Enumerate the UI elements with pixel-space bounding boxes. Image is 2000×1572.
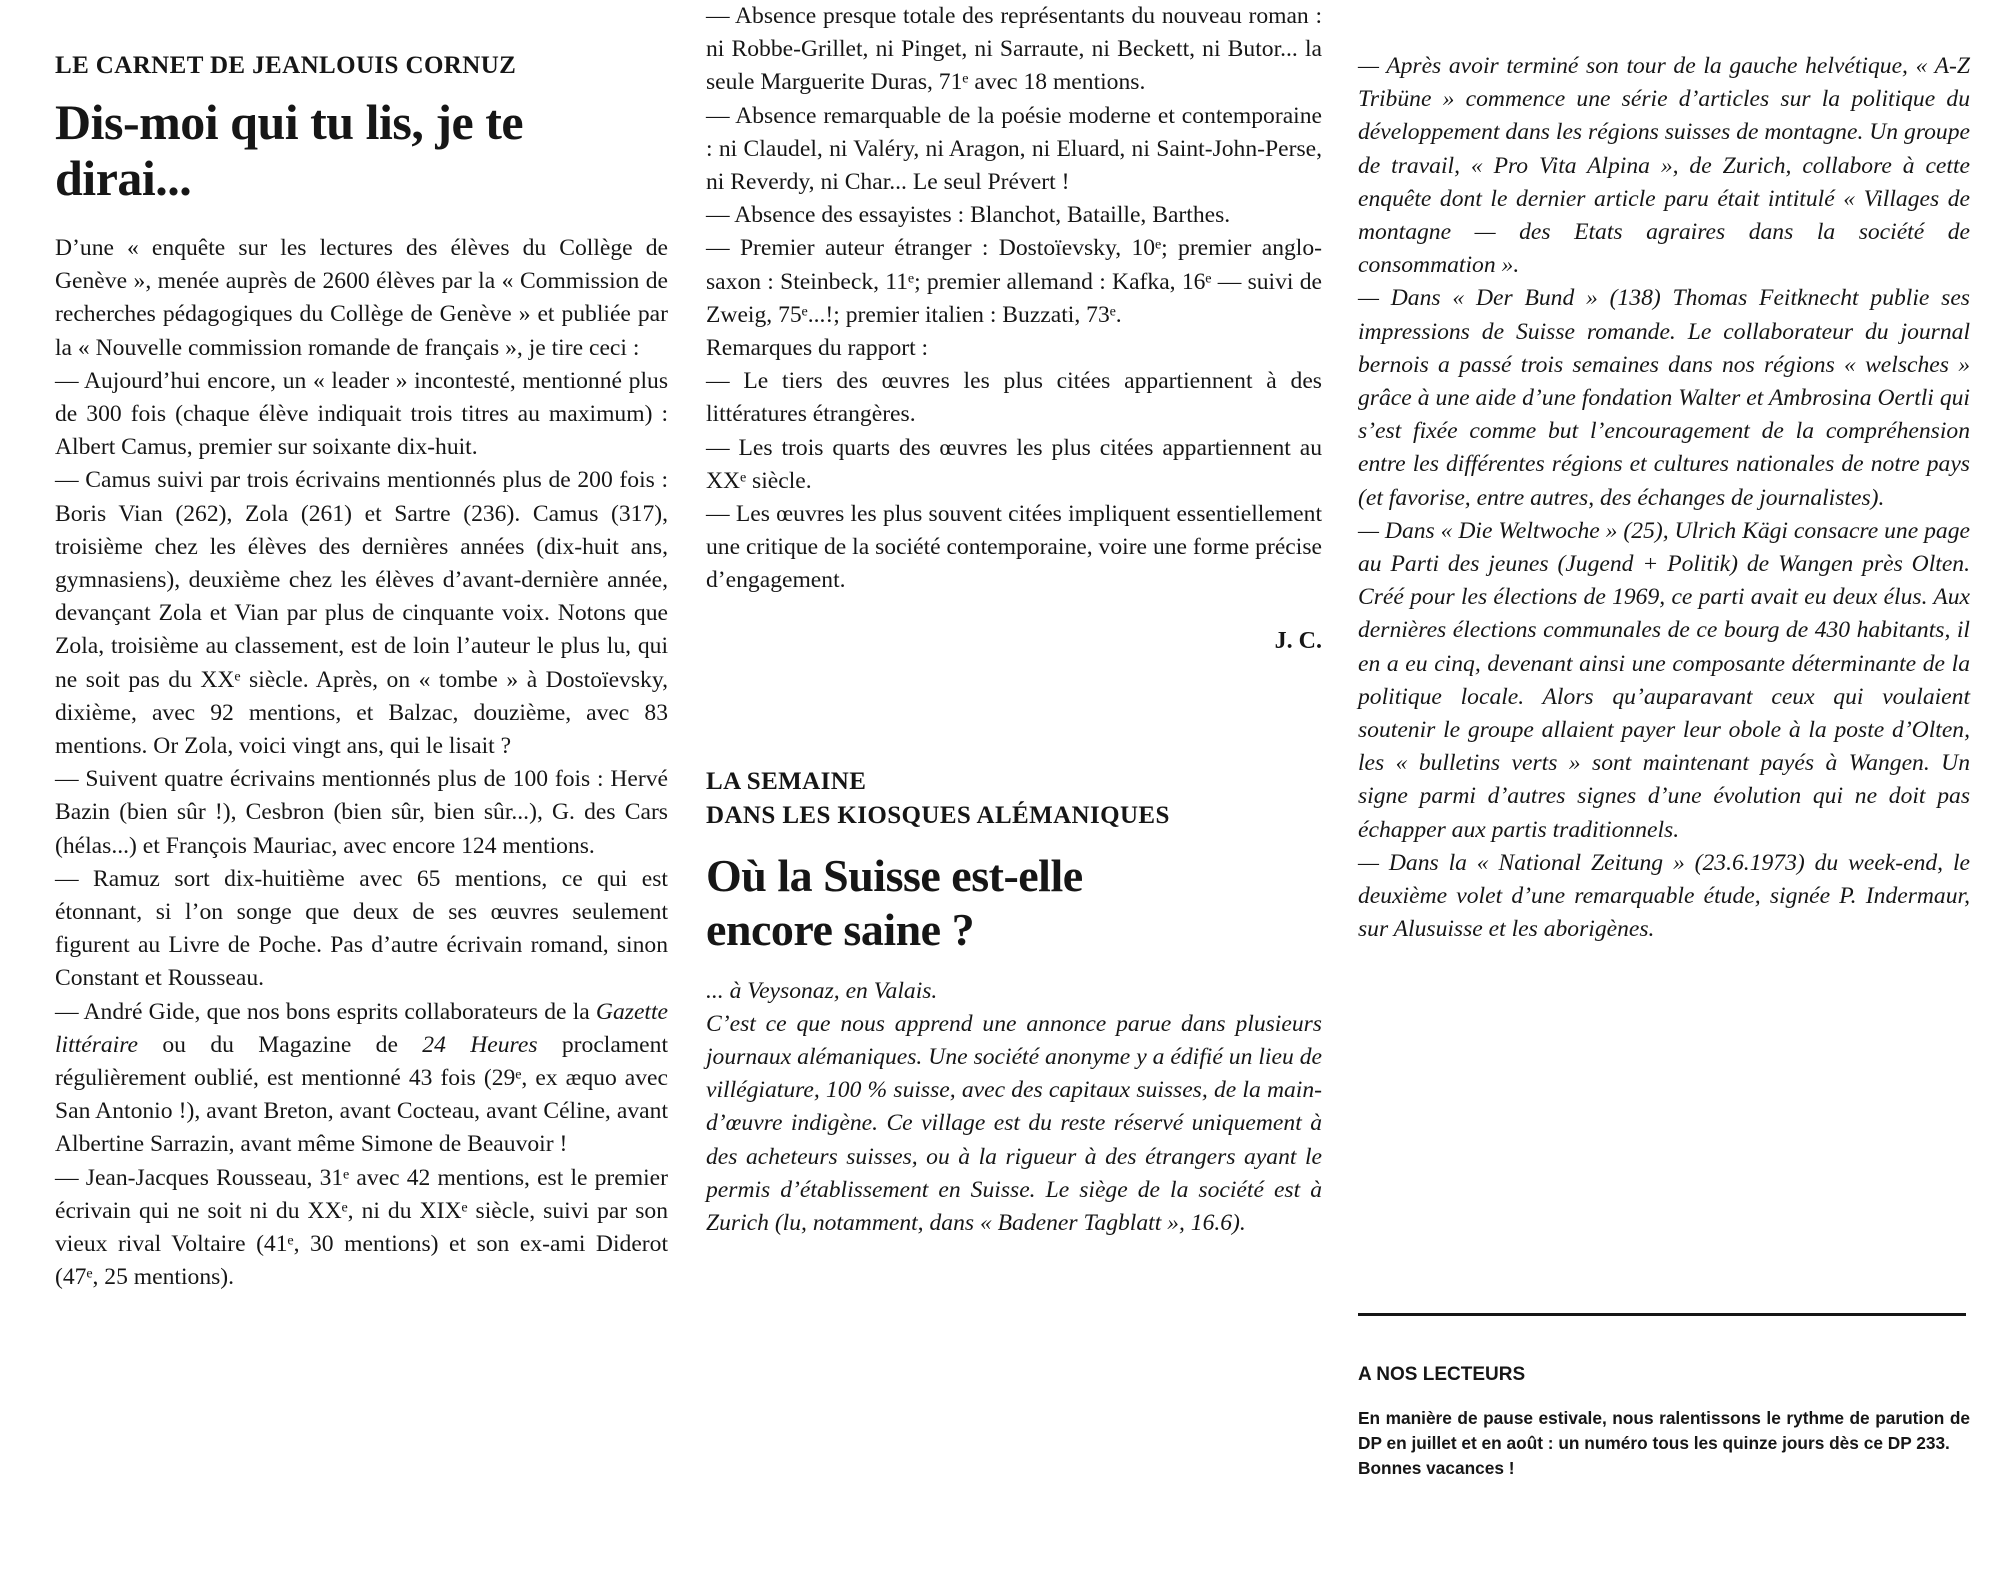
semaine-paragraph: — Dans la « National Zeitung » (23.6.1973) du week-end, le deuxième volet d’une remarquable étude, signée P. Indermaur, sur Alusuisse et les aborigènes. bbox=[1358, 849, 1970, 943]
carnet-paragraph: — Les œuvres les plus souvent citées impliquent essentiellement une critique de la société contemporaine, voire une forme précise d’engagement. bbox=[706, 501, 1322, 594]
semaine-continued-column bbox=[1358, 0, 1970, 946]
semaine-paragraph: — Après avoir terminé son tour de la gauche helvétique, « A-Z Tribüne » commence une série d’articles sur la politique du développement dans les régions suisses de montagne. Un groupe de travail, « Pro Vita Alpina », de Zurich, collabore à cette enquête dont le dernier article paru était intitulé « Villages de montagne — des Etats agraires dans la société de consommation ». bbox=[1358, 53, 1970, 279]
carnet-paragraph: — Camus suivi par trois écrivains mentionnés plus de 200 fois : Boris Vian (262), Zola (261) et Sartre (236). Camus (317), troisième chez les élèves des dernières années (dix-huit ans, gymnasiens), deuxième chez les élèves d’avant-dernière année, devançant Zola et Vian par plus de cinquante voix. Notons que Zola, troisième au classement, est de loin l’auteur le plus lu, qui ne soit pas du XXᵉ siècle. Après, on « tombe » à Dostoïevsky, dixième, avec 92 mentions, et Balzac, douzième, avec 83 mentions. Or Zola, voici vingt ans, qui le lisait ? bbox=[55, 467, 668, 760]
publication-title: 24 Heures bbox=[422, 1031, 538, 1058]
carnet-paragraph: — Jean-Jacques Rousseau, 31ᵉ avec 42 mentions, est le premier écrivain qui ne soit ni du XXᵉ, ni du XIXᵉ siècle, suivi par son vieux rival Voltaire (41ᵉ, 30 mentions) et son ex-ami Diderot (47ᵉ, 25 mentions). bbox=[55, 1164, 668, 1291]
readers-notice bbox=[1358, 1364, 1970, 1481]
notice-line: En manière de pause estivale, nous ralentissons le rythme de parution de DP en juillet et en août : un numéro tous les quinze jours dès ce DP 233. bbox=[1358, 1408, 1970, 1453]
semaine-kicker-line: LA SEMAINE bbox=[706, 767, 867, 795]
semaine-headline-line: Où la Suisse est-elle bbox=[706, 849, 1083, 901]
carnet-paragraph: — Le tiers des œuvres les plus citées appartiennent à des littératures étrangères. bbox=[706, 368, 1322, 428]
text-run: ou du Magazine de bbox=[138, 1031, 423, 1058]
carnet-paragraph: — Absence presque totale des représentants du nouveau roman : ni Robbe-Grillet, ni Pinget, ni Sarraute, ni Beckett, ni Butor... la seule Marguerite Duras, 71ᵉ avec 18 mentions. bbox=[706, 3, 1322, 96]
semaine-headline bbox=[706, 849, 1322, 957]
carnet-paragraph: — Absence des essayistes : Blanchot, Bataille, Barthes. bbox=[706, 202, 1231, 229]
carnet-paragraph: — Ramuz sort dix-huitième avec 65 mentions, ce qui est étonnant, si l’on songe que deux de ses œuvres seulement figurent au Livre de Poche. Pas d’autre écrivain romand, sinon Constant et Rousseau. bbox=[55, 865, 668, 992]
notice-body bbox=[1358, 1406, 1970, 1481]
carnet-kicker: LE CARNET DE JEANLOUIS CORNUZ bbox=[55, 52, 517, 79]
semaine-paragraph: ... à Veysonaz, en Valais. bbox=[706, 977, 938, 1004]
carnet-paragraph: — Suivent quatre écrivains mentionnés plus de 100 fois : Hervé Bazin (bien sûr !), Cesbron (bien sûr, bien sûr...), G. des Cars (hélas...) et François Mauriac, avec encore 124 mentions. bbox=[55, 766, 668, 859]
semaine-kicker bbox=[706, 765, 1322, 833]
carnet-paragraph: Remarques du rapport : bbox=[706, 335, 929, 362]
carnet-column bbox=[55, 0, 668, 1295]
semaine-body-continued bbox=[1358, 50, 1970, 946]
carnet-paragraph-gide bbox=[55, 996, 668, 1162]
notice-title: A NOS LECTEURS bbox=[1358, 1364, 1526, 1385]
semaine-headline-line: encore saine ? bbox=[706, 903, 975, 955]
carnet-body-continued bbox=[706, 0, 1322, 598]
semaine-body bbox=[706, 975, 1322, 1241]
carnet-headline: Dis-moi qui tu lis, je te dirai... bbox=[55, 94, 524, 206]
text-run: — André Gide, que nos bons esprits collaborateurs de la bbox=[55, 998, 596, 1025]
notice-line: Bonnes vacances ! bbox=[1358, 1458, 1515, 1478]
carnet-paragraph: — Aujourd’hui encore, un « leader » incontesté, mentionné plus de 300 fois (chaque élève indiquait trois titres au maximum) : Albert Camus, premier sur soixante dix-huit. bbox=[55, 367, 668, 461]
semaine-paragraph: — Dans « Die Weltwoche » (25), Ulrich Kägi consacre une page au Parti des jeunes (Jugend + Politik) de Wangen près Olten. Créé pour les élections de 1969, ce parti avait eu deux élus. Aux dernières élections communales de ce bourg de 430 habitants, il en a eu cinq, devenant ainsi une composante déterminante de la politique locale. Alors qu’auparavant ceux qui voulaient soutenir le groupe allaient payer leur obole à la poste d’Olten, les « bulletins verts » sont maintenant payés à Wangen. Un signe parmi d’autres signes d’une évolution qui ne doit pas échapper aux partis traditionnels. bbox=[1358, 517, 1970, 843]
author-signature: J. C. bbox=[1274, 627, 1322, 654]
section-divider bbox=[1358, 1313, 1966, 1316]
carnet-paragraph: — Les trois quarts des œuvres les plus citées appartiennent au XXᵉ siècle. bbox=[706, 434, 1322, 494]
carnet-continued-column bbox=[706, 0, 1322, 1240]
carnet-body bbox=[55, 232, 668, 1295]
semaine-paragraph: C’est ce que nous apprend une annonce parue dans plusieurs journaux alémaniques. Une société anonyme y a édifié un lieu de villégiature, 100 % suisse, avec des capitaux suisses, de la main-d’œuvre indigène. Ce village est du reste réservé uniquement à des acheteurs suisses, ou à la rigueur à des étrangers ayant le permis d’établissement en Suisse. Le siège de la société est à Zurich (lu, notamment, dans « Badener Tagblatt », 16.6). bbox=[706, 1010, 1322, 1237]
semaine-kicker-line: DANS LES KIOSQUES ALÉMANIQUES bbox=[706, 801, 1170, 829]
carnet-paragraph: D’une « enquête sur les lectures des élèves du Collège de Genève », menée auprès de 2600 élèves par la « Commission de recherches pédagogiques du Collège de Genève » et publiée par la « Nouvelle commission romande de français », je tire ceci : bbox=[55, 235, 668, 361]
text-run: proclament régulièrement oublié, est mentionné 43 fois (29ᵉ, ex æquo avec San Antonio !), avant Breton, avant Cocteau, avant Céline, avant Albertine Sarrazin, avant même Simone de Beauvoir ! bbox=[55, 1031, 668, 1158]
publication-title: Gazette littéraire bbox=[55, 998, 668, 1058]
carnet-paragraph: — Absence remarquable de la poésie moderne et contemporaine : ni Claudel, ni Valéry, ni Aragon, ni Eluard, ni Saint-John-Perse, ni Reverdy, ni Char... Le seul Prévert ! bbox=[706, 102, 1322, 196]
semaine-paragraph: — Dans « Der Bund » (138) Thomas Feitknecht publie ses impressions de Suisse romande. Le collaborateur du journal bernois a passé trois semaines dans nos régions « welsches » grâce à une aide d’une fondation Walter et Ambrosina Oertli qui s’est fixée comme but l’encouragement de la compréhension entre les différentes régions et cultures nationales de notre pays (et favorise, entre autres, des échanges de journalistes). bbox=[1358, 285, 1970, 511]
carnet-paragraph: — Premier auteur étranger : Dostoïevsky, 10ᵉ; premier anglo-saxon : Steinbeck, 11ᵉ; premier allemand : Kafka, 16ᵉ — suivi de Zweig, 75ᵉ...!; premier italien : Buzzati, 73ᵉ. bbox=[706, 235, 1322, 328]
